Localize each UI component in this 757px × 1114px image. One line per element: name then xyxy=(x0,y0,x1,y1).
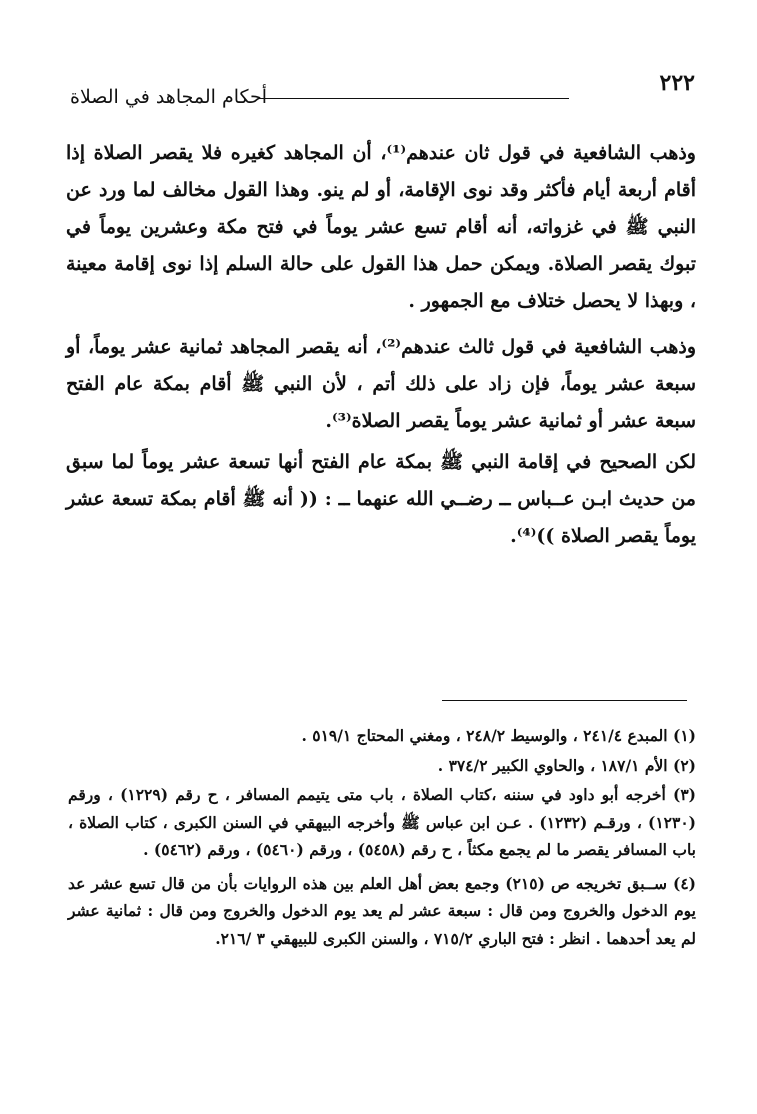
paragraph: لكن الصحيح في إقامة النبي ﷺ بمكة عام الفتح أنها تسعة عشر يوماً لما سبق من حديث ابـن عــباس ــ رضــي الله عنهما ــ : (( أنه ﷺ أقام بمكة تسعة عشر يوماً يقصر الصلاة ))⁽⁴⁾. xyxy=(66,451,696,547)
footnote: (٤) ســبق تخريجه ص (٢١٥) وجمع بعض أهل العلم بين هذه الروايات بأن من قال تسع عشر عد يوم الدخول والخروج ومن قال : سبعة عشر لم يعد يوم الدخول والخروج ومن قال : ثمانية عشر لم يعد أحدهما . انظر : فتح الباري ٧١٥/٢ ، والسنن الكبرى للبيهقي ٣ /٢١٦. xyxy=(68,873,696,948)
running-title: أحكام المجاهد في الصلاة xyxy=(70,86,268,108)
footnote-separator xyxy=(442,700,687,701)
footnotes xyxy=(68,722,696,954)
footnote: (٣) أخرجه أبو داود في سننه ،كتاب الصلاة ، باب متى يتيمم المسافر ، ح رقم (١٢٢٩) ، ورقم (١٢٣٠) ، ورقـم (١٢٣٢) . عـن ابن عباس ﷺ وأخرجه البيهقي في السنن الكبرى ، كتاب الصلاة ، باب المسافر يقصر ما لم يجمع مكثاً ، ح رقم (٥٤٥٨) ، ورقم (٥٤٦٠) ، ورقم (٥٤٦٢) . xyxy=(68,785,696,859)
page-number: ٢٢٢ xyxy=(659,70,695,96)
paragraph: وذهب الشافعية في قول ثان عندهم⁽¹⁾، أن المجاهد كغيره فلا يقصر الصلاة إذا أقام أربعة أيام فأكثر وقد نوى الإقامة، أو لم ينو. وهذا القول مخالف لما ورد عن النبي ﷺ في غزواته، أنه أقام تسع عشر يوماً في فتح مكة وعشرين يوماً في تبوك يقصر الصلاة. ويمكن حمل هذا القول على حالة السلم إذا نوى إقامة معينة ، وبهذا لا يحصل ختلاف مع الجمهور . xyxy=(66,142,696,312)
footnote: (٢) الأم ١٨٧/١ ، والحاوي الكبير ٣٧٤/٢ . xyxy=(437,755,696,775)
paragraph: وذهب الشافعية في قول ثالث عندهم⁽²⁾، أنه يقصر المجاهد ثمانية عشر يوماً، أو سبعة عشر يوماً، فإن زاد على ذلك أتم ، لأن النبي ﷺ أقام بمكة عام الفتح سبعة عشر أو ثمانية عشر يوماً يقصر الصلاة⁽³⁾. xyxy=(66,336,696,432)
footnote: (١) المبدع ٢٤١/٤ ، والوسيط ٢٤٨/٢ ، ومغني المحتاج ٥١٩/١ . xyxy=(301,726,696,745)
main-text xyxy=(66,135,696,564)
header-rule xyxy=(259,98,569,99)
page-header xyxy=(70,70,695,110)
